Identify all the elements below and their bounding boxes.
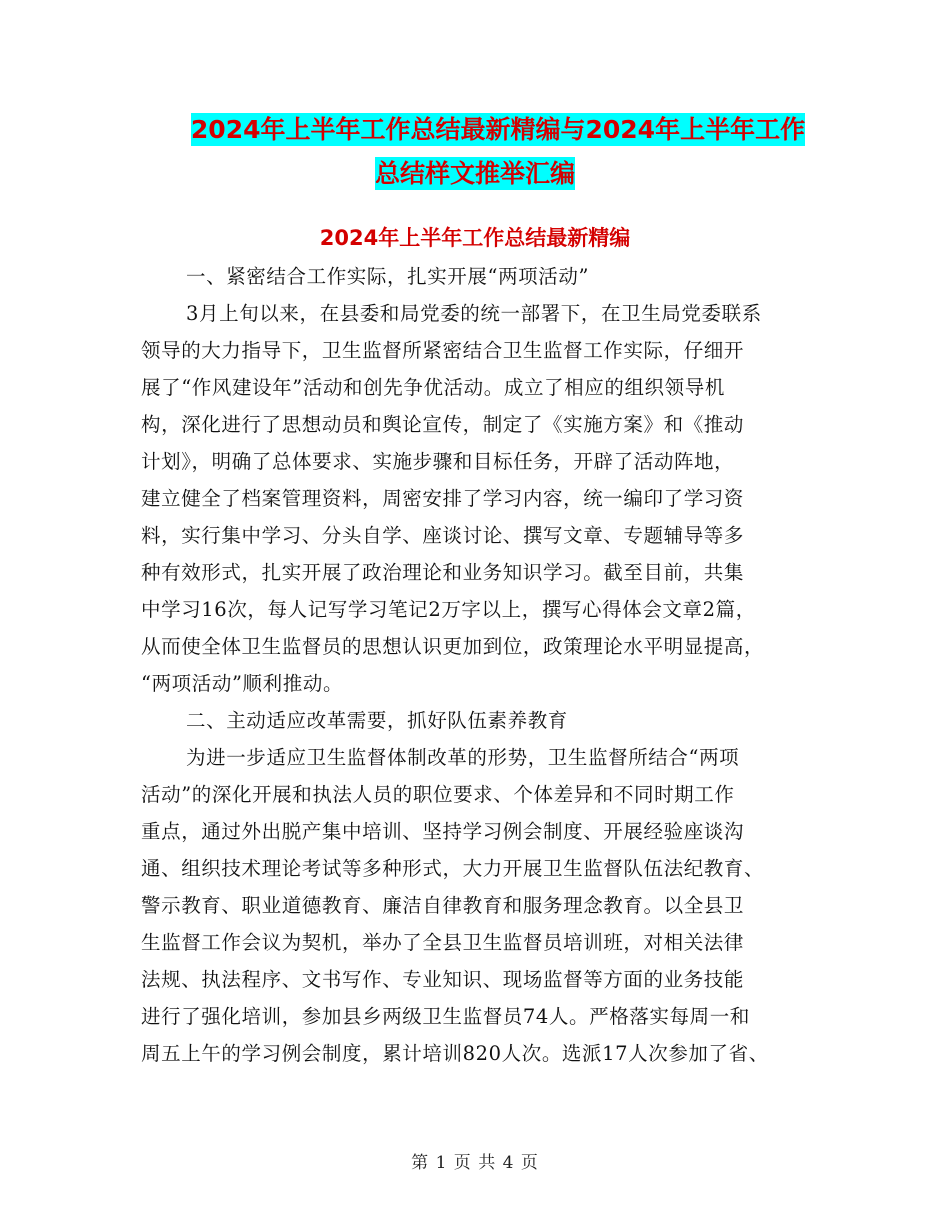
document-title-line-1 (23, 108, 950, 151)
section-title: 2024年上半年工作总结最新精编 (319, 226, 631, 250)
paragraph-line: 建立健全了档案管理资料，周密安排了学习内容，统一编印了学习资 (141, 487, 745, 510)
paragraph-line: 二、主动适应改革需要，抓好队伍素养教育 (186, 709, 568, 732)
paragraph-line: 法规、执法程序、文书写作、专业知识、现场监督等方面的业务技能 (141, 968, 745, 991)
paragraph-line: 周五上午的学习例会制度，累计培训820人次。选派17人次参加了省、 (141, 1042, 769, 1065)
paragraph-line: 生监督工作会议为契机，举办了全县卫生监督员培训班，对相关法律 (141, 931, 745, 954)
paragraph-line: “两项活动”顺利推动。 (141, 672, 344, 695)
paragraph-line: 领导的大力指导下，卫生监督所紧密结合卫生监督工作实际，仔细开 (141, 339, 745, 362)
paragraph-line: 料，实行集中学习、分头自学、座谈讨论、撰写文章、专题辅导等多 (141, 524, 745, 547)
paragraph-line: 警示教育、职业道德教育、廉洁自律教育和服务理念教育。以全县卫 (141, 894, 745, 917)
paragraph-line: 一、紧密结合工作实际，扎实开展“两项活动” (186, 265, 590, 288)
page-footer: 第 1 页 共 4 页 (411, 1153, 539, 1173)
document-title-text-2: 总结样文推举汇编 (374, 159, 575, 188)
paragraph-line: 构，深化进行了思想动员和舆论宣传，制定了《实施方案》和《推动 (141, 413, 745, 436)
paragraph-line: 种有效形式，扎实开展了政治理论和业务知识学习。截至目前，共集 (141, 561, 745, 584)
paragraph-line: 从而使全体卫生监督员的思想认识更加到位，政策理论水平明显提高， (141, 635, 765, 658)
paragraph-line: 中学习16次，每人记写学习笔记2万字以上，撰写心得体会文章2篇， (141, 598, 756, 621)
body-text (141, 258, 821, 1072)
paragraph-line: 为进一步适应卫生监督体制改革的形势，卫生监督所结合“两项 (186, 746, 740, 769)
paragraph-line: 3月上旬以来，在县委和局党委的统一部署下，在卫生局党委联系 (186, 302, 762, 325)
paragraph-line: 进行了强化培训，参加县乡两级卫生监督员74人。严格落实每周一和 (141, 1005, 750, 1028)
document-title-line-2 (0, 152, 950, 195)
paragraph-line: 通、组织技术理论考试等多种形式，大力开展卫生监督队伍法纪教育、 (141, 857, 765, 880)
document-title-text-1: 2024年上半年工作总结最新精编与2024年上半年工作 (190, 115, 806, 144)
paragraph-line: 计划》，明确了总体要求、实施步骤和目标任务，开辟了活动阵地， (141, 450, 735, 473)
paragraph-line: 重点，通过外出脱产集中培训、坚持学习例会制度、开展经验座谈沟 (141, 820, 745, 843)
paragraph-line: 展了“作风建设年”活动和创先争优活动。成立了相应的组织领导机 (141, 376, 725, 399)
paragraph-line: 活动”的深化开展和执法人员的职位要求、个体差异和不同时期工作 (141, 783, 735, 806)
